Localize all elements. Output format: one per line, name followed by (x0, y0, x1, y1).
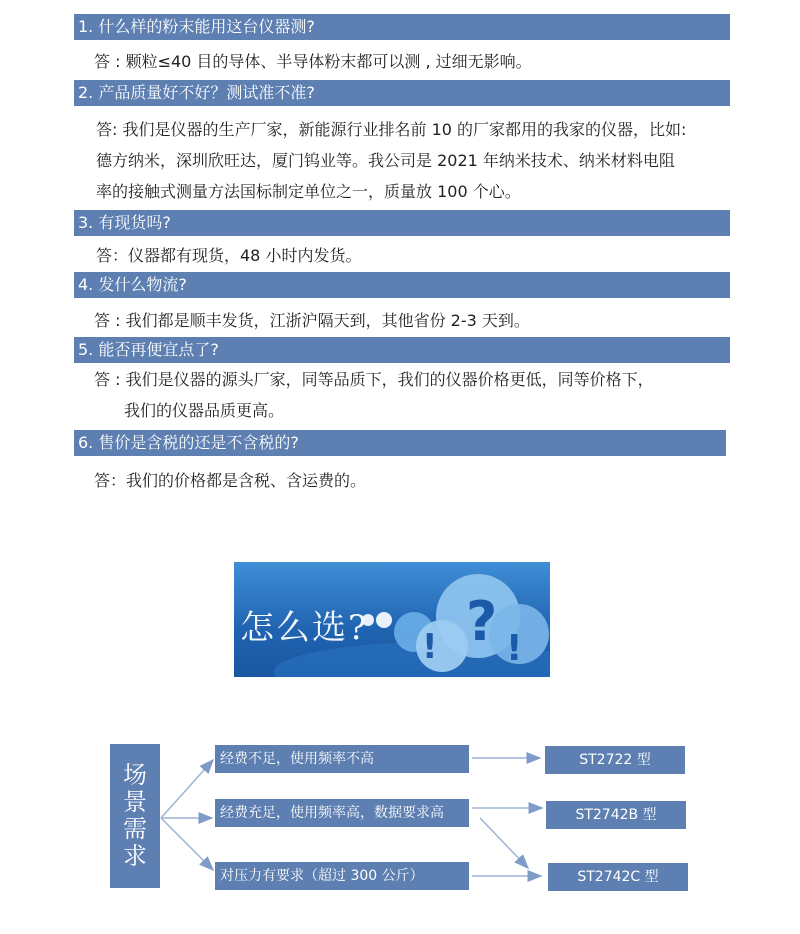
banner-title: 怎么选? (240, 608, 369, 648)
model-st2742c: ST2742C 型 (548, 863, 688, 891)
svg-text:?: ? (466, 590, 498, 653)
scenario-2: 经费充足，使用频率高，数据要求高 (215, 799, 469, 827)
faq-answer-2-line-3: 率的接触式测量方法国标制定单位之一，质量放 100 个心。 (96, 182, 521, 201)
faq-answer-5-line-2: 我们的仪器品质更高。 (124, 401, 285, 420)
arrow-category-to-scenario-3 (161, 818, 213, 870)
scenario-category-label: 场景需求 (123, 761, 147, 870)
faq-answer-6: 答：我们的价格都是含税、含运费的。 (94, 471, 367, 490)
faq-question-3: 3. 有现货吗? (74, 210, 730, 236)
faq-question-6: 6. 售价是含税的还是不含税的? (74, 430, 726, 456)
arrow-scenario-2-to-model-3 (480, 818, 528, 868)
faq-answer-1: 答 : 颗粒≤40 目的导体、半导体粉末都可以测 , 过细无影响。 (94, 52, 532, 71)
svg-text:!: ! (422, 627, 438, 667)
faq-question-2: 2. 产品质量好不好？测试准不准? (74, 80, 730, 106)
svg-text:!: ! (506, 628, 523, 669)
scenario-1: 经费不足，使用频率不高 (215, 745, 469, 773)
arrow-category-to-scenario-1 (161, 760, 213, 818)
model-st2742b: ST2742B 型 (546, 801, 686, 829)
faq-question-5: 5. 能否再便宜点了? (74, 337, 730, 363)
faq-answer-2-line-2: 德方纳米，深圳欣旺达，厦门钨业等。我公司是 2021 年纳米技术、纳米材料电阻 (96, 151, 675, 170)
faq-question-1: 1. 什么样的粉末能用这台仪器测? (74, 14, 730, 40)
faq-question-4: 4. 发什么物流? (74, 272, 730, 298)
faq-answer-3: 答：仪器都有现货，48 小时内发货。 (96, 246, 362, 265)
faq-answer-5-line-1: 答 : 我们是仪器的源头厂家，同等品质下，我们的仪器价格更低，同等价格下， (94, 370, 654, 389)
faq-answer-2-line-1: 答: 我们是仪器的生产厂家，新能源行业排名前 10 的厂家都用的我家的仪器，比如: (96, 120, 687, 139)
scenario-category-box (110, 744, 160, 888)
scenario-3: 对压力有要求（超过 300 公斤） (215, 862, 469, 890)
faq-answer-4: 答 : 我们都是顺丰发货，江浙沪隔天到，其他省份 2-3 天到。 (94, 311, 530, 330)
model-st2722: ST2722 型 (545, 746, 685, 774)
